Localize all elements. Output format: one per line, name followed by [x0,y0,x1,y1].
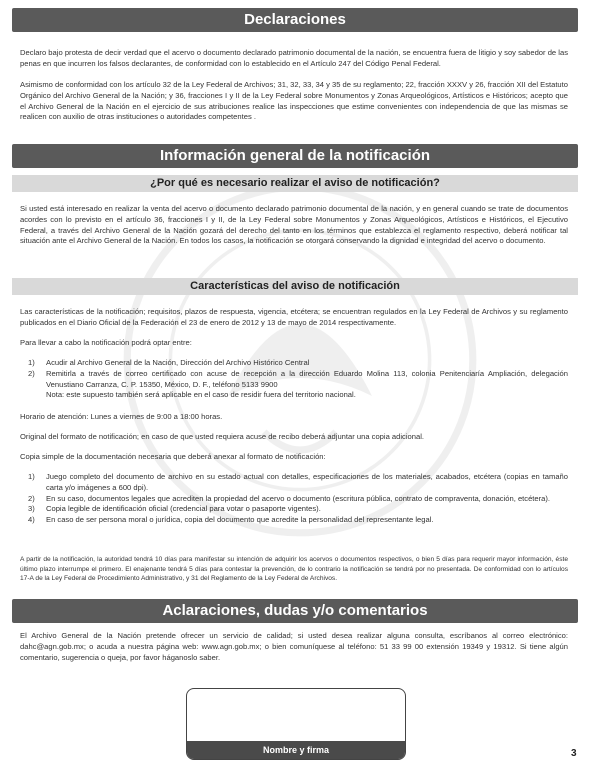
documents-list [20,472,568,526]
caracteristicas-paragraph: Las características de la notificación; requisitos, plazos de respuesta, vigencia, etcétera; se encuentran regulados en la Ley Federal de Archivos y su reglamento publicados en el Diario Oficial de la Federación el 23 de enero de 2012 y 13 de mayo de 2014 respectivamente. [20,307,568,327]
document-text: En su caso, documentos legales que acrediten la propiedad del acervo o documento (escritura pública, contrato de compraventa, donación, etcétera). [46,493,551,503]
document-item [20,515,568,526]
horario-text: Horario de atención: Lunes a viernes de 9:00 a 18:00 horas. [20,412,223,421]
options-list [20,358,568,401]
document-text: En caso de ser persona moral o jurídica, copia del documento que acredite la personalidad del representante legal. [46,515,434,525]
document-text: Juego completo del documento de archivo en su estado actual con detalles, especificaciones de los materiales, acabados, etcétera (copias en tamaño carta y/o imágenes a 600 dpi). [46,472,568,492]
document-number: 4) [28,515,35,525]
option-text: Acudir al Archivo General de la Nación, Dirección del Archivo Histórico Central [46,358,310,367]
declaraciones-paragraph-2: Asimismo de conformidad con los artículo 32 de la Ley Federal de Archivos; 31, 32, 33, 34 y 35 de su reglamento; 22, fracción XXXV y 26, fracción XII del Estatuto Orgánico del Archivo General de la Nación; y 36, fracciones I y II de la Ley Federal sobre Monumentos y Zonas Arqueológicos, Artísticos e Históricos; acepto que el Archivo General de la Nación en el ejercicio de sus atribuciones realice las inspecciones que estime convenientes con independencia de que las mismas se realicen con auxilio de otras instituciones o autoridades competentes . [20,80,568,122]
declaraciones-header: Declaraciones [12,8,578,32]
option-note [20,390,568,401]
option-note-text: Nota: este supuesto también será aplicable en el caso de residir fuera del territorio nacional. [46,390,356,400]
por-que-subheader: ¿Por qué es necesario realizar el aviso de notificación? [12,175,578,192]
option-item [20,369,568,391]
document-text: Copia legible de identificación oficial (credencial para votar o pasaporte vigentes). [46,504,321,514]
signature-label: Nombre y firma [187,741,405,759]
option-item [20,358,568,369]
options-intro: Para llevar a cabo la notificación podrá optar entre: [20,338,192,347]
page-number: 3 [571,748,577,759]
por-que-paragraph: Si usted está interesado en realizar la venta del acervo o documento declarado patrimonio documental de la nación, y en general cuando se trate de documentos acordes con lo previsto en el artículo 36, fracciones I y II, de la Ley Federal sobre Monumentos y Zonas Arqueológicos, Artísticos e Históricos, el Ejecutivo Federal, a través del Archivo General de la Nación gozará del derecho del tanto en los términos que establezca el reglamento respectivo, deberá notificar tal situación ante el Archivo General de la Nación. En todos los casos, la notificación se otorgará conservando la dignidad e integridad del acervo o documento. [20,204,568,246]
original-text: Original del formato de notificación; en caso de que usted requiera acuse de recibo deberá adjuntar una copia adicional. [20,432,424,441]
aclaraciones-header: Aclaraciones, dudas y/o comentarios [12,599,578,623]
document-number: 2) [28,493,35,503]
document-number: 3) [28,504,35,514]
option-number: 1) [28,358,35,367]
aclaraciones-paragraph: El Archivo General de la Nación pretende ofrecer un servicio de calidad; si usted desea realizar alguna consulta, escríbanos al correo electrónico: dahc@agn.gob.mx; o acuda a nuestra página web: www.agn.gob.mx; o bien comuníquese al teléfono: 51 33 99 00 extensión 19349 y 19312. Si tiene algún comentario, sugerencia o queja, por favor háganoslo saber. [20,631,568,662]
plazos-small-text: A partir de la notificación, la autoridad tendrá 10 días para manifestar su intención de adquirir los acervos o documentos respectivos, o bien 5 días para requerir mayor información, éste último plazo interrumpe el primero. El enajenante tendrá 5 días para contestar la prevención, de lo contrario la notificación se tendrá por no presentada. De conformidad con lo artículos 17-A de la Ley Federal de Procedimiento Administrativo, y 31 del Reglamento de la Ley Federal de Archivos. [20,556,568,583]
caracteristicas-subheader: Características del aviso de notificación [12,278,578,295]
option-number: 2) [28,368,35,378]
document-number: 1) [28,472,35,481]
document-item [20,504,568,515]
copia-intro: Copia simple de la documentación necesaria que deberá anexar al formato de notificación: [20,452,326,461]
informacion-general-header: Información general de la notificación [12,144,578,168]
signature-box[interactable] [186,688,406,760]
option-text: Remitirla a través de correo certificado con acuse de recepción a la dirección Eduardo Molina 113, colonia Penitenciaría Ampliación, delegación Venustiano Carranza, C. P. 15350, México, D. F., teléfono 5133 9900 [46,368,568,389]
document-item [20,472,568,494]
document-item [20,494,568,505]
declaraciones-paragraph-1: Declaro bajo protesta de decir verdad que el acervo o documento declarado patrimonio documental de la nación, se encuentra fuera de litigio y soy sabedor de las penas en que incurren los falsos declarantes, de conformidad con lo establecido en el Artículo 247 del Código Penal Federal. [20,48,568,68]
